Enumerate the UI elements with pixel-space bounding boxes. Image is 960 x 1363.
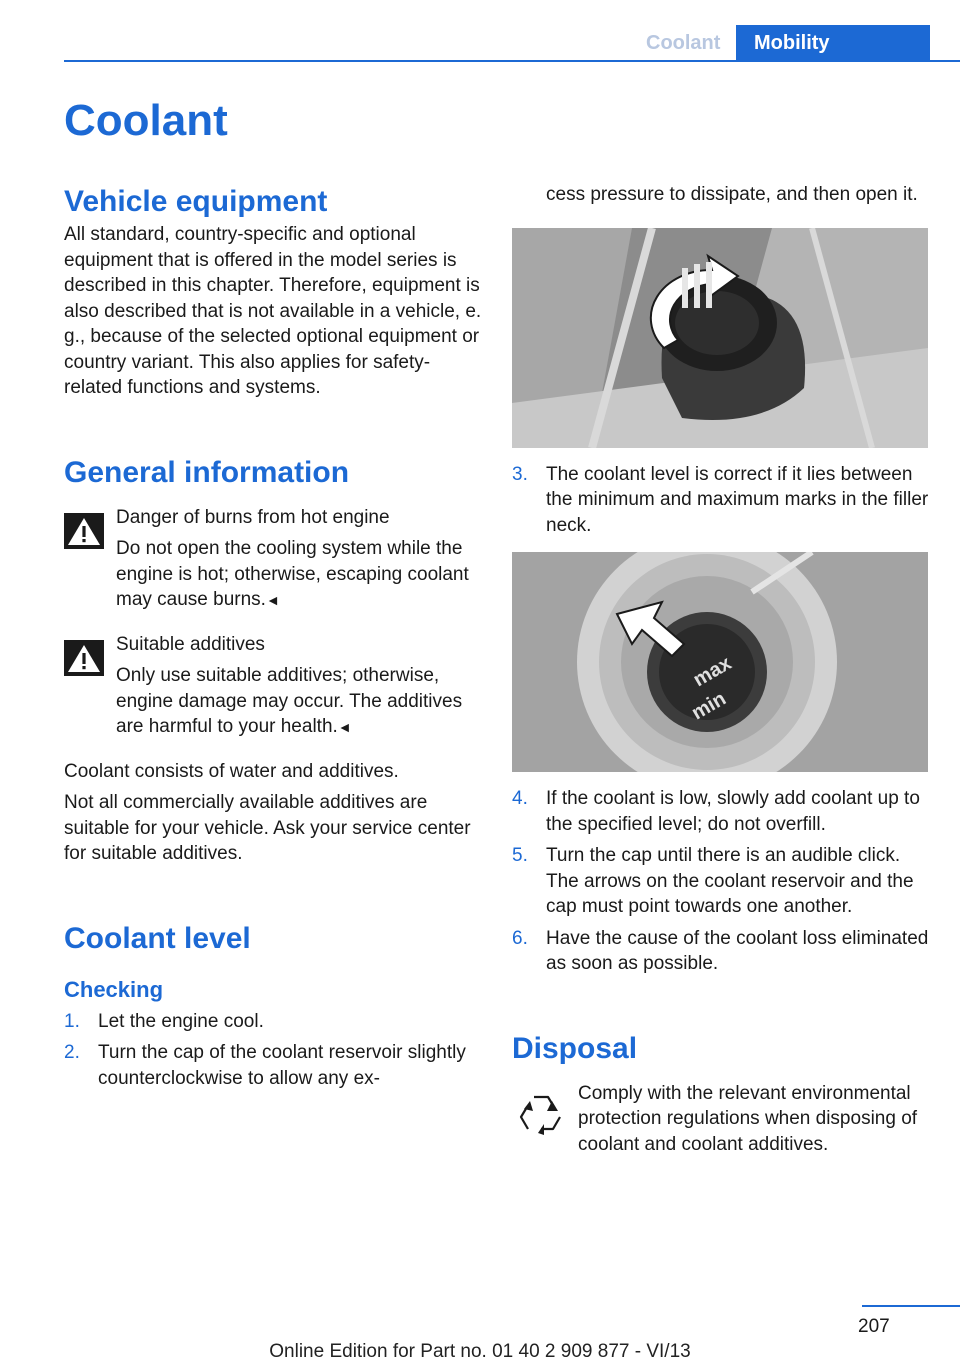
paragraph: Coolant consists of water and additives. — [64, 760, 399, 782]
disposal-note — [512, 1081, 932, 1158]
steps-list — [512, 786, 932, 977]
vehicle-equipment-body: All standard, country-specific and optional equipment that is offered in the model series is described in this chapter. Therefore, equipment is also described that is not available in a vehicle, e. g., because of the selected optional equipment or country variant. This also applies for safety-related functions and systems. — [64, 224, 482, 398]
warning-title: Suitable additives — [116, 633, 265, 655]
warning-additives — [64, 632, 484, 741]
max-mark: max — [689, 652, 736, 692]
vehicle-equipment-heading: Vehicle equipment — [64, 185, 328, 218]
right-column — [512, 182, 932, 1157]
checking-subheading: Checking — [64, 976, 164, 1002]
step-2-continued: cess pressure to dissipate, and then open it. — [546, 184, 918, 205]
list-item: 1. Let the engine cool. — [64, 1010, 264, 1032]
page-number: 207 — [858, 1316, 890, 1337]
cap-turn-illustration — [512, 228, 928, 448]
end-mark-icon: ◄ — [337, 719, 352, 735]
steps-list — [64, 1009, 484, 1092]
list-item: 6. Have the cause of the coolant loss eliminated as soon as possible. — [512, 927, 929, 974]
warning-triangle-icon — [64, 513, 104, 549]
warning-hot-engine — [64, 505, 484, 614]
warning-body: Do not open the cooling system while the engine is hot; otherwise, escaping coolant may cause burns.◄ — [116, 538, 469, 610]
list-item: 3. The coolant level is correct if it lies between the minimum and maximum marks in the filler neck. — [512, 463, 929, 536]
min-mark: min — [688, 687, 730, 725]
disposal-body: Comply with the relevant environmental protection regulations when disposing of coolant and coolant additives. — [578, 1082, 918, 1155]
list-item: 2. Turn the cap of the coolant reservoir slightly counterclockwise to allow any ex- — [64, 1042, 466, 1089]
end-mark-icon: ◄ — [265, 592, 280, 608]
chapter-tab[interactable]: Mobility — [736, 25, 930, 61]
footer-edition: Online Edition for Part no. 01 40 2 909 877 - VI/13 — [269, 1341, 691, 1362]
warning-triangle-icon — [64, 640, 104, 676]
reservoir-cap-photo — [512, 228, 928, 448]
warning-title: Danger of burns from hot engine — [116, 506, 390, 528]
recycle-icon — [516, 1089, 566, 1139]
left-column — [64, 182, 484, 1097]
list-item: 5. Turn the cap until there is an audible click. The arrows on the coolant reservoir and the cap must point towards one another. — [512, 845, 914, 917]
list-item: 4. If the coolant is low, slowly add coolant up to the specified level; do not overfill. — [512, 788, 920, 835]
filler-neck-photo — [512, 552, 928, 772]
coolant-level-heading: Coolant level — [64, 921, 251, 955]
warning-body: Only use suitable additives; otherwise, engine damage may occur. The additives are harmful to your health.◄ — [116, 665, 463, 737]
header-tabs — [630, 25, 930, 61]
disposal-heading: Disposal — [512, 1031, 638, 1065]
header-rule — [64, 60, 960, 62]
paragraph: Not all commercially available additives are suitable for your vehicle. Ask your service center for suitable additives. — [64, 792, 471, 864]
section-tab[interactable]: Coolant — [646, 32, 721, 54]
page-title: Coolant — [64, 96, 228, 145]
general-information-heading: General information — [64, 455, 350, 489]
footer-rule — [862, 1305, 960, 1307]
steps-list — [512, 462, 932, 539]
filler-neck-illustration — [512, 552, 928, 772]
